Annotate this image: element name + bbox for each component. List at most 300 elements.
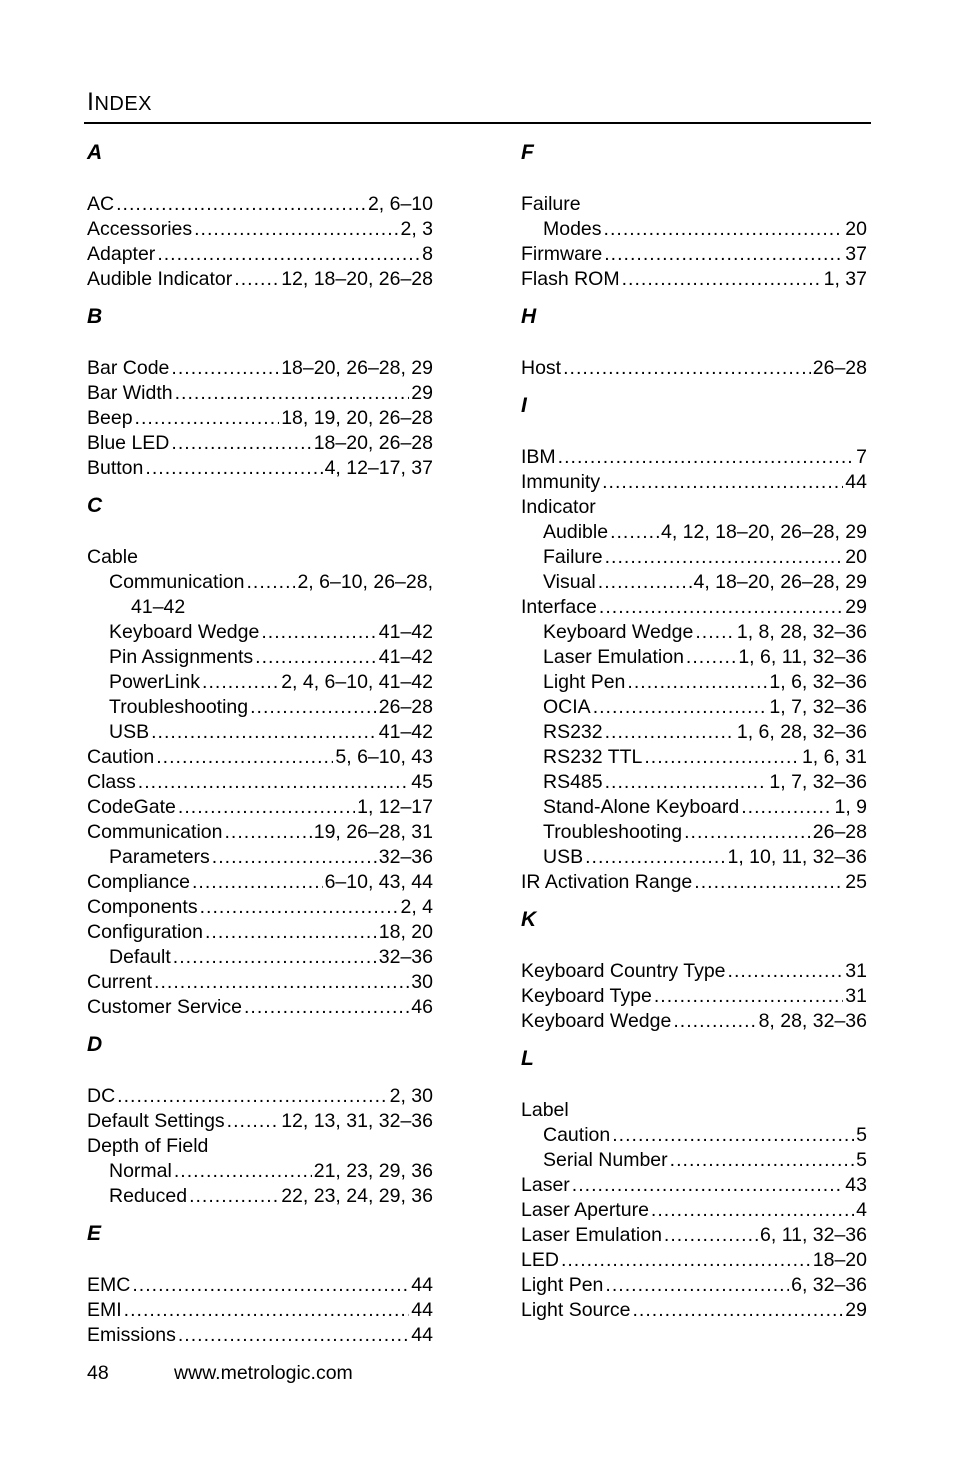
entry-pages: 41–42 [378,646,433,668]
index-entry [87,431,433,456]
entry-pages: 2, 3 [400,218,433,240]
entry-pages: 29 [845,596,867,618]
index-entry [87,356,433,381]
index-entry [521,217,867,242]
entry-pages: 46 [411,996,433,1018]
dot-leader [604,242,843,267]
index-entry [521,242,867,267]
entry-term: Interface [521,596,597,618]
index-entry [87,381,433,406]
entry-pages: 1, 12–17 [357,796,433,818]
dot-leader [612,1123,854,1148]
entry-pages: 4, 18–20, 26–28, 29 [693,571,867,593]
entry-pages: 2, 4 [400,896,433,918]
index-section [521,393,867,895]
entry-term: Emissions [87,1324,176,1346]
dot-leader [227,1109,280,1134]
entry-pages: 25 [845,871,867,893]
entry-term: Laser Aperture [521,1199,649,1221]
entry-pages: 19, 26–28, 31 [313,821,433,843]
entry-pages: 8 [422,243,433,265]
dot-leader [599,595,843,620]
index-entry [521,720,867,745]
entry-pages: 1, 7, 32–36 [769,696,867,718]
dot-leader [224,820,311,845]
entry-term: Configuration [87,921,203,943]
entry-pages: 2, 30 [389,1085,433,1107]
dot-leader [605,720,735,745]
dot-leader [202,670,279,695]
entry-term: Button [87,457,144,479]
index-entry [87,645,433,670]
dot-leader [673,1009,756,1034]
index-entry [521,745,867,770]
index-section [87,140,433,292]
dot-leader [124,1298,410,1323]
index-entry [87,870,433,895]
entry-pages: 29 [411,382,433,404]
entry-term: Immunity [521,471,601,493]
index-entry [521,984,867,1009]
index-entry [521,1148,867,1173]
entry-term: RS485 [543,771,603,793]
entry-term: Keyboard Type [521,985,652,1007]
entry-pages: 44 [411,1299,433,1321]
dot-leader [598,570,692,595]
index-entry [87,895,433,920]
index-entry [521,470,867,495]
dot-leader [605,770,768,795]
dot-leader [664,1223,758,1248]
entry-pages: 6–10, 43, 44 [324,871,433,893]
index-section [87,304,433,481]
dot-leader [605,545,844,570]
dot-leader [633,1298,844,1323]
entry-term: AC [87,193,115,215]
dot-leader [132,1273,409,1298]
index-entry [521,795,867,820]
entry-term: Label [521,1099,569,1121]
index-entry [521,545,867,570]
entry-pages: 31 [845,985,867,1007]
index-entry [521,267,867,292]
dot-leader [250,695,377,720]
entry-term: Reduced [109,1185,188,1207]
entry-term: Communication [109,571,245,593]
dot-leader [627,670,767,695]
index-entry [87,1159,433,1184]
index-entry [521,445,867,470]
entry-pages: 1, 10, 11, 32–36 [727,846,867,868]
dot-leader [200,895,399,920]
entry-term: Caution [543,1124,611,1146]
index-entry [87,406,433,431]
entry-term: Current [87,971,153,993]
entry-term: Caution [87,746,155,768]
dot-leader [694,870,843,895]
entry-term: LED [521,1249,559,1271]
dot-leader [154,970,409,995]
entry-pages: 2, 4, 6–10, 41–42 [281,671,433,693]
header-rule [84,122,871,124]
index-entry [87,720,433,745]
dot-leader [604,217,844,242]
entry-term: PowerLink [109,671,201,693]
section-letter: I [521,394,527,417]
dot-leader [246,570,295,595]
index-section [87,1032,433,1209]
index-entry [521,695,867,720]
dot-leader [234,267,279,292]
entry-pages: 32–36 [378,846,433,868]
entry-term: Depth of Field [87,1135,209,1157]
index-entry [87,1323,433,1348]
section-letter: E [87,1222,102,1245]
section-letter: A [87,141,103,164]
index-entry [87,670,433,695]
index-entry [87,770,433,795]
entry-term: Audible [543,521,609,543]
index-entry [87,820,433,845]
entry-term: USB [109,721,150,743]
dot-leader [695,620,735,645]
index-entry [87,995,433,1020]
entry-term: Keyboard Wedge [521,1010,672,1032]
entry-term: Light Pen [521,1274,604,1296]
entry-pages: 31 [845,960,867,982]
index-entry [87,795,433,820]
index-entry [87,1298,433,1323]
entry-pages: 1, 7, 32–36 [769,771,867,793]
dot-leader [563,356,811,381]
entry-pages: 20 [845,218,867,240]
entry-term: Class [87,771,136,793]
entry-pages: 32–36 [378,946,433,968]
index-entry [521,1273,867,1298]
index-entry [521,959,867,984]
index-entry [87,920,433,945]
index-entry [87,845,433,870]
dot-leader [171,356,279,381]
entry-term: Serial Number [543,1149,668,1171]
index-entry [87,1084,433,1109]
dot-leader [561,1248,811,1273]
dot-leader [741,795,832,820]
dot-leader [175,381,410,406]
entry-pages: 12, 13, 31, 32–36 [281,1110,433,1132]
index-entry [87,456,433,481]
entry-term: Troubleshooting [543,821,683,843]
entry-term: RS232 [543,721,603,743]
dot-leader [117,1084,387,1109]
entry-term: 41–42 [131,596,186,618]
entry-term: Flash ROM [521,268,620,290]
entry-pages: 6, 11, 32–36 [760,1224,867,1246]
dot-leader [593,695,768,720]
dot-leader [654,984,843,1009]
dot-leader [135,406,280,431]
entry-term: Keyboard Wedge [543,621,694,643]
dot-leader [605,1273,789,1298]
index-entry [521,192,867,217]
entry-term: USB [543,846,584,868]
entry-term: Pin Assignments [109,646,254,668]
index-entry [521,1098,867,1123]
dot-leader [244,995,409,1020]
entry-pages: 1, 9 [834,796,867,818]
index-entry [87,595,433,620]
entry-pages: 45 [411,771,433,793]
index-entry [521,1123,867,1148]
entry-term: Default [109,946,171,968]
entry-pages: 26–28 [378,696,433,718]
index-section [521,1046,867,1323]
index-entry [521,1248,867,1273]
dot-leader [651,1198,854,1223]
entry-term: Blue LED [87,432,170,454]
dot-leader [255,645,377,670]
dot-leader [145,456,322,481]
index-entry [521,1298,867,1323]
index-entry [87,620,433,645]
entry-pages: 12, 18–20, 26–28 [281,268,433,290]
index-entry [521,1173,867,1198]
index-entry [521,495,867,520]
index-entry [521,820,867,845]
entry-pages: 1, 8, 28, 32–36 [736,621,867,643]
entry-term: EMC [87,1274,131,1296]
index-entry [87,545,433,570]
entry-term: Compliance [87,871,190,893]
entry-term: Troubleshooting [109,696,249,718]
entry-pages: 1, 6, 28, 32–36 [736,721,867,743]
entry-term: Cable [87,546,138,568]
entry-pages: 18, 20 [378,921,433,943]
index-entry [87,1273,433,1298]
dot-leader [178,1323,409,1348]
entry-pages: 5, 6–10, 43 [335,746,433,768]
page-title [87,88,152,117]
index-entry [87,242,433,267]
index-entry [87,970,433,995]
entry-pages: 7 [856,446,867,468]
index-entry [87,1109,433,1134]
entry-term: Laser [521,1174,570,1196]
dot-leader [622,267,822,292]
dot-leader [192,870,323,895]
entry-term: Host [521,357,562,379]
entry-term: Keyboard Country Type [521,960,726,982]
entry-term: Visual [543,571,596,593]
index-section [521,140,867,292]
entry-term: Light Pen [543,671,626,693]
entry-pages: 18, 19, 20, 26–28 [281,407,433,429]
index-entry [521,570,867,595]
dot-leader [156,745,333,770]
entry-term: Customer Service [87,996,242,1018]
entry-pages: 4, 12, 18–20, 26–28, 29 [660,521,867,543]
dot-leader [610,520,659,545]
page-number: 48 [87,1362,109,1384]
index-column-left [87,136,433,1348]
index-entry [87,1184,433,1209]
entry-term: CodeGate [87,796,176,818]
entry-term: OCIA [543,696,591,718]
index-entry [521,645,867,670]
page-title-rest: NDEX [94,93,153,115]
entry-term: Components [87,896,198,918]
entry-pages: 6, 32–36 [791,1274,867,1296]
index-entry [87,945,433,970]
entry-term: Accessories [87,218,193,240]
dot-leader [173,945,377,970]
index-section [521,304,867,381]
entry-term: Default Settings [87,1110,225,1132]
index-column-right [521,136,867,1323]
index-entry [87,192,433,217]
dot-leader [684,820,811,845]
entry-pages: 5 [856,1124,867,1146]
section-letter: C [87,494,103,517]
index-entry [521,520,867,545]
entry-pages: 44 [845,471,867,493]
entry-pages: 26–28 [812,357,867,379]
entry-term: IBM [521,446,556,468]
index-entry [521,595,867,620]
footer-website: www.metrologic.com [174,1362,353,1384]
entry-term: Failure [521,193,581,215]
section-letter: L [521,1047,534,1070]
dot-leader [585,845,725,870]
section-letter: B [87,305,103,328]
entry-pages: 44 [411,1324,433,1346]
index-entry [521,845,867,870]
entry-pages: 2, 6–10, 26–28, [297,571,433,593]
index-entry [521,1223,867,1248]
index-entry [521,1198,867,1223]
entry-pages: 4 [856,1199,867,1221]
dot-leader [205,920,377,945]
entry-term: RS232 TTL [543,746,643,768]
dot-leader [189,1184,279,1209]
index-section [521,907,867,1034]
entry-term: DC [87,1085,116,1107]
section-letter: F [521,141,534,164]
dot-leader [261,620,376,645]
entry-pages: 37 [845,243,867,265]
dot-leader [686,645,736,670]
entry-term: Laser Emulation [521,1224,662,1246]
entry-pages: 43 [845,1174,867,1196]
dot-leader [138,770,410,795]
page-title-initial: I [87,88,95,116]
entry-pages: 1, 6, 32–36 [769,671,867,693]
index-entry [521,1009,867,1034]
entry-term: Laser Emulation [543,646,684,668]
entry-term: IR Activation Range [521,871,693,893]
entry-term: Keyboard Wedge [109,621,260,643]
index-entry [87,695,433,720]
entry-term: Bar Width [87,382,173,404]
entry-pages: 18–20, 26–28, 29 [281,357,433,379]
entry-term: Stand-Alone Keyboard [543,796,740,818]
index-entry [87,745,433,770]
dot-leader [558,445,854,470]
index-entry [87,1134,433,1159]
entry-pages: 30 [411,971,433,993]
dot-leader [644,745,800,770]
dot-leader [572,1173,844,1198]
entry-pages: 20 [845,546,867,568]
entry-term: Indicator [521,496,596,518]
entry-term: Light Source [521,1299,631,1321]
index-section [87,1221,433,1348]
entry-pages: 41–42 [378,721,433,743]
index-entry [521,620,867,645]
dot-leader [602,470,843,495]
entry-pages: 1, 37 [823,268,867,290]
index-entry [87,267,433,292]
index-entry [87,570,433,595]
dot-leader [670,1148,855,1173]
entry-pages: 4, 12–17, 37 [324,457,433,479]
entry-term: Audible Indicator [87,268,233,290]
entry-term: Adapter [87,243,156,265]
entry-pages: 26–28 [812,821,867,843]
entry-term: Normal [109,1160,172,1182]
index-section [87,493,433,1020]
entry-term: Parameters [109,846,210,868]
dot-leader [728,959,844,984]
index-entry [521,770,867,795]
entry-pages: 1, 6, 11, 32–36 [738,646,867,668]
entry-term: Modes [543,218,602,240]
section-letter: H [521,305,537,328]
dot-leader [212,845,377,870]
entry-term: EMI [87,1299,122,1321]
index-entry [521,670,867,695]
section-letter: K [521,908,537,931]
dot-leader [178,795,355,820]
entry-pages: 5 [856,1149,867,1171]
entry-pages: 18–20, 26–28 [313,432,433,454]
section-letter: D [87,1033,103,1056]
entry-term: Communication [87,821,223,843]
entry-term: Beep [87,407,133,429]
dot-leader [151,720,377,745]
index-entry [87,217,433,242]
entry-pages: 22, 23, 24, 29, 36 [281,1185,433,1207]
entry-pages: 29 [845,1299,867,1321]
entry-term: Failure [543,546,603,568]
entry-term: Firmware [521,243,603,265]
index-entry [521,356,867,381]
dot-leader [194,217,398,242]
entry-term: Bar Code [87,357,170,379]
dot-leader [157,242,420,267]
entry-pages: 2, 6–10 [367,193,433,215]
entry-pages: 1, 6, 31 [801,746,867,768]
dot-leader [171,431,311,456]
entry-pages: 44 [411,1274,433,1296]
dot-leader [116,192,366,217]
entry-pages: 41–42 [378,621,433,643]
entry-pages: 18–20 [812,1249,867,1271]
entry-pages: 8, 28, 32–36 [758,1010,867,1032]
dot-leader [174,1159,312,1184]
index-entry [521,870,867,895]
entry-pages: 21, 23, 29, 36 [313,1160,433,1182]
